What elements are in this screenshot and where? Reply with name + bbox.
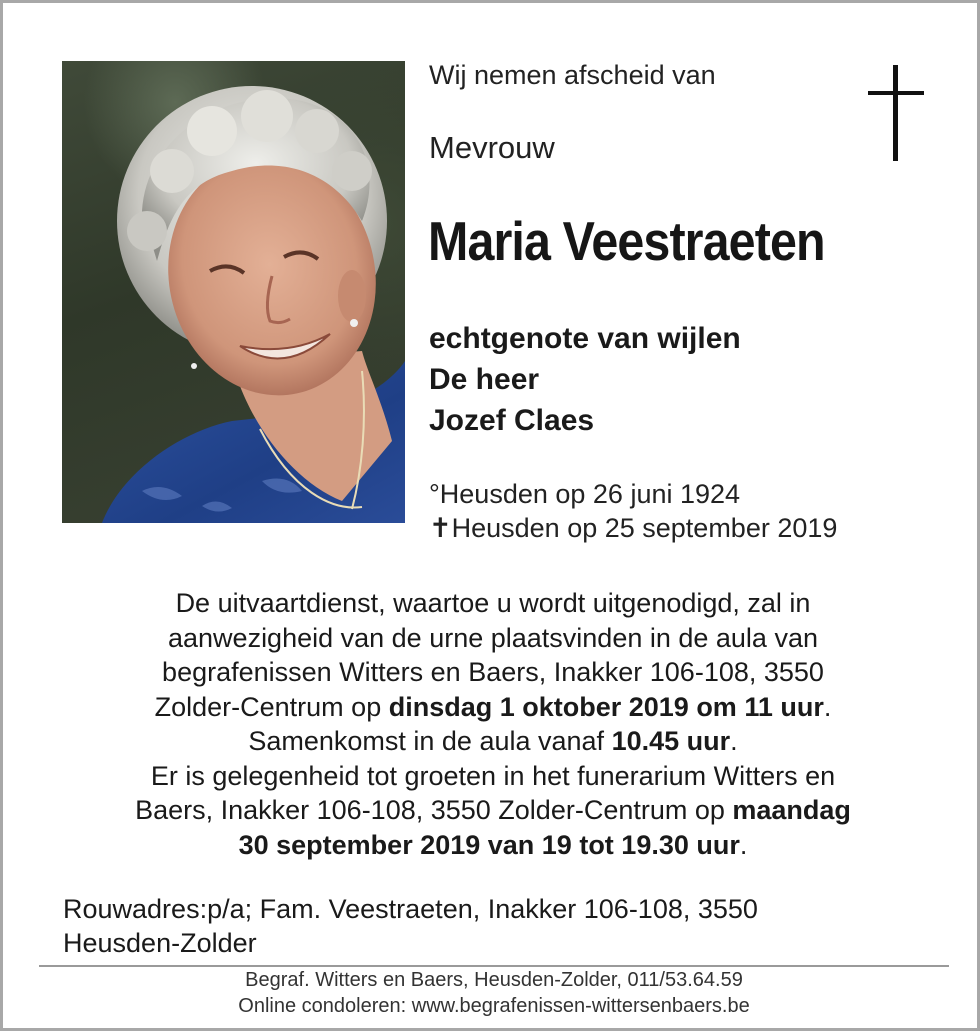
cross-icon: [868, 65, 924, 161]
visitation-day: maandag: [732, 795, 851, 825]
address-line: Heusden-Zolder: [63, 928, 257, 958]
service-line: Zolder-Centrum op dinsdag 1 oktober 2019 om 11 uur.: [154, 691, 832, 722]
spouse-line: De heer: [429, 363, 540, 396]
gathering-time: 10.45 uur: [611, 726, 731, 756]
service-details: [43, 586, 943, 862]
spouse-name: Jozef Claes: [429, 404, 595, 437]
service-date: dinsdag 1 oktober 2019 om 11 uur: [388, 691, 824, 722]
service-line: begrafenissen Witters en Baers, Inakker 106-108, 3550: [162, 657, 824, 687]
service-line: Er is gelegenheid tot groeten in het funerarium Witters en: [150, 760, 836, 791]
service-line: De uitvaartdienst, waartoe u wordt uitgenodigd, zal in: [175, 588, 811, 618]
funeral-home-contact: Begraf. Witters en Baers, Heusden-Zolder, 011/53.64.59: [245, 969, 743, 991]
honorific: Mevrouw: [429, 130, 555, 165]
address-line: Rouwadres:p/a; Fam. Veestraeten, Inakker 106-108, 3550: [63, 894, 758, 924]
service-line: aanwezigheid van de urne plaatsvinden in de aula van: [168, 622, 818, 653]
portrait-illustration: [62, 61, 405, 523]
intro-text: Wij nemen afscheid van: [429, 60, 716, 90]
mourning-address: [63, 892, 758, 960]
birth-date: °Heusden op 26 juni 1924: [429, 479, 741, 509]
footer: [39, 967, 949, 1019]
deceased-name: Maria Veestraeten: [428, 210, 825, 272]
portrait-photo: [62, 61, 405, 523]
service-line: 30 september 2019 van 19 tot 19.30 uur.: [238, 829, 748, 860]
life-dates: [429, 477, 837, 545]
visitation-time: 30 september 2019 van 19 tot 19.30 uur: [238, 829, 740, 860]
spouse-line: echtgenote van wijlen: [429, 322, 741, 355]
service-line: Samenkomst in de aula vanaf 10.45 uur.: [248, 726, 738, 756]
condolence-link: Online condoleren: www.begrafenissen-wittersenbaers.be: [238, 995, 750, 1017]
service-line: Baers, Inakker 106-108, 3550 Zolder-Centrum op maandag: [135, 795, 851, 825]
spouse-info: [429, 318, 741, 441]
death-date: ✝Heusden op 25 september 2019: [429, 513, 838, 543]
